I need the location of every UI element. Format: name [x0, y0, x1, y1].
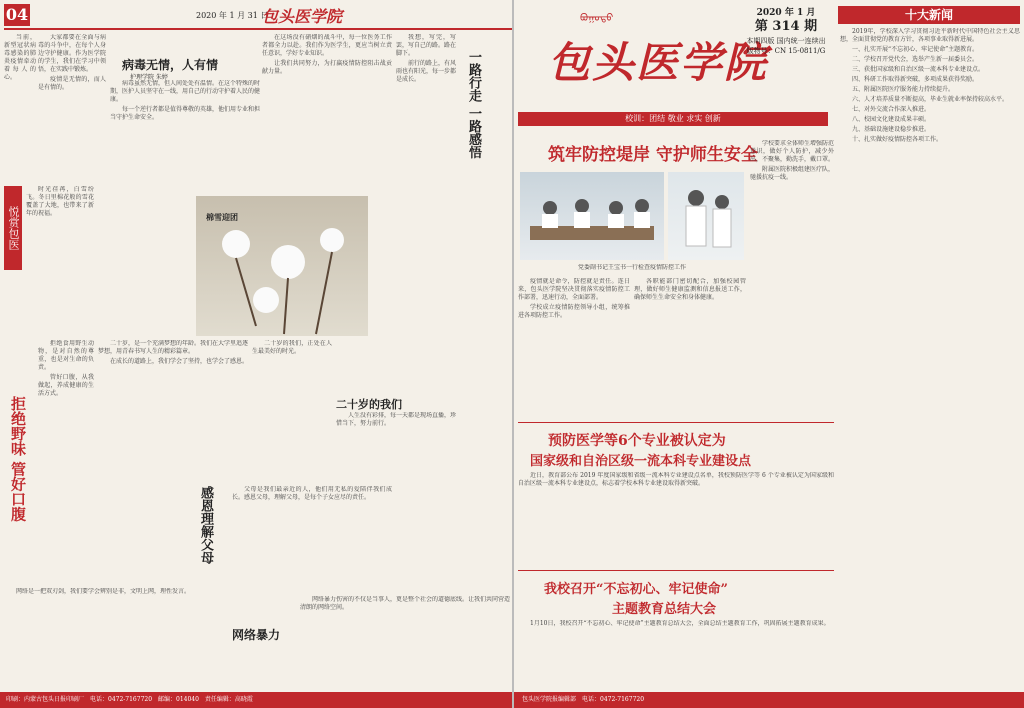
virus-article-body: 病毒虽然无情，但人间处处有温情。在这个特殊的时期，医护人员坚守在一线，用自己的行动守护着人民的健康。 每一个逆行者都是值得尊敬的英雄，他们用专业和担当守护生命安全。 [110, 80, 260, 121]
left-footer: 印刷：内蒙古包头日报印刷厂 电话：0472-7167720 邮编：014040 责任编辑：高晓霞 [0, 692, 512, 708]
meeting-photo-icon [520, 172, 664, 260]
headline-meeting-1: 我校召开“不忘初心、牢记使命” [544, 582, 728, 597]
publisher-note: 本期四版 国内统一连续出版物号：CN 15-0811/G [746, 37, 826, 55]
left-col-2: 大家都要在全面与病毒的斗争中，在每个人身边守护健康。作为医学院的学生，我们在学习中领悟，在实践中锻炼。 疫情是无情的，而人是有情的。 [38, 34, 106, 91]
left-date: 2020 年 1 月 31 日 [196, 11, 269, 20]
left-col-6: 人生没有彩排，每一天都是现场直播，珍惜当下，努力前行。 [336, 412, 456, 427]
wild-game-body: 拒绝食用野生动物，是对自然的尊重，也是对生命的负责。 管好口腹，从我做起，养成健康的生活方式。 [38, 340, 94, 397]
meeting-body: 1月10日，我校召开“不忘初心、牢记使命”主题教育总结大会，全面总结主题教育工作，巩固拓展主题教育成果。 [530, 620, 830, 627]
headline2-rule [518, 422, 834, 423]
majors-body: 近日，教育部公布 2019 年度国家级和省级一流本科专业建设点名单，我校预防医学等 6 个专业被认定为国家级和自治区级一流本科专业建设点，标志着学校本科专业建设取得新突破。 [518, 472, 834, 487]
news-photo-meeting [520, 172, 664, 260]
right-top-mongolian: ᠪᠤᠭᠤᠲᠤ [580, 13, 614, 24]
page-number-badge: 04 [5, 5, 29, 24]
left-col-mid: 我想，写完，写罢，写自己的路。路在脚下。 前行的路上，有风雨也有阳光，每一步都是成长。 [396, 34, 456, 83]
motto-bar: 校训：团结 敬业 求实 创新 [518, 112, 828, 126]
headline3-rule [518, 570, 834, 571]
headline-meeting-2: 主题教育总结大会 [612, 602, 717, 617]
virus-article-body-2: 在这场没有硝烟的战斗中，每一位医务工作者都全力以赴。我们作为医学生，更应当树立责任意识，学好专业知识。 让我们共同努力，为打赢疫情防控阻击战贡献力量。 [262, 34, 392, 75]
left-masthead: 包头医学院 [262, 7, 343, 26]
page-fold [512, 0, 514, 708]
issue-number: 第 314 期 [754, 19, 818, 34]
news-photo-hospital [668, 172, 744, 260]
left-col-1: 当前，新型冠状病毒感染的肺炎疫情牵动着每人的心。 [4, 34, 36, 81]
cotton-caption: 棉雪迎团 [206, 212, 238, 222]
issue-info-box [746, 8, 826, 100]
article-title-cyber: 网络暴力 [232, 628, 281, 642]
article-byline-virus: 护理学院 朱婷 [130, 74, 168, 81]
article-title-parents: 感恩理解父母 [198, 486, 213, 564]
issue-date: 2020 年 1 月 [756, 8, 816, 18]
left-header-rule [4, 28, 512, 30]
article-title-twenty: 二十岁的我们 [336, 398, 402, 411]
epidemic-body-2: 各职能部门密切配合，加强校园管理，做好师生健康监测和信息报送工作，确保师生生命安全和身体健康。 [634, 278, 746, 301]
headline-majors-1: 预防医学等6个专业被认定为 [548, 433, 726, 449]
article-title-virus: 病毒无情，人有情 [122, 58, 219, 72]
top-ten-news-body: 2019年，学校深入学习贯彻习近平新时代中国特色社会主义思想，全面贯彻党的教育方针，各项事业取得新进展。 一、扎实开展“不忘初心、牢记使命”主题教育。 二、学校召开党代会，选举产生新一届委员会。 三、获批国家级和自治区级一流本科专业建设点。 四、科研工作取得新突破，多项成果获得奖励。 五、附属医院医疗服务能力持续提升。 六、人才培养质量不断提高，毕业生就业率保持较高水平。 七、对外交流合作深入推进。 八、校园文化建设成果丰硕。 九、基础设施建设稳步推进。 十、扎实做好疫情防控各项工作。 [840, 28, 1020, 143]
right-footer: 包头医学院报编辑部 电话：0472-7167720 [514, 692, 1024, 708]
photo-caption: 党委副书记王宝书一行检查疫情防控工作 [577, 264, 686, 271]
left-col-5: 二十岁的我们，正处在人生最美好的时光。 [252, 340, 332, 355]
epidemic-body-3: 学校要求全体师生增强防范意识，做好个人防护，减少外出，不聚集，勤洗手，戴口罩。 附属医院积极组建医疗队，驰援抗疫一线。 [750, 140, 834, 181]
headline-epidemic: 筑牢防控堤岸 守护师生安全 [548, 145, 758, 165]
parents-body: 父母是我们最亲近的人，他们用无私的爱陪伴我们成长。感恩父母，理解父母，是每个子女应尽的责任。 [232, 486, 392, 501]
article-title-journey: 一路行走 一路感悟 [466, 50, 481, 159]
doctor-photo-icon [668, 172, 744, 260]
right-masthead: 包头医学院 [548, 38, 769, 87]
left-col-3: 时光荏苒，白雪纷飞。冬日里棉花般的雪花覆盖了大地，也带来了新年的祝福。 [26, 186, 94, 217]
article-title-wild-game: 拒绝野味 管好口腹 [9, 396, 27, 522]
epidemic-body-1: 疫情就是命令，防控就是责任。连日来，包头医学院坚决贯彻落实疫情防控工作部署，迅速行动，全面部署。 学校成立疫情防控领导小组，统筹推进各项防控工作。 [518, 278, 630, 319]
cyber-body: 网络暴力伤害的不仅是当事人，更是整个社会的道德底线。让我们共同营造清朗的网络空间。 [300, 596, 510, 611]
section-label-badge: 悦赏包医 [4, 186, 22, 270]
left-col-4: 二十岁，是一个充满梦想的年龄。我们在大学里追逐梦想，用青春书写人生的精彩篇章。 在成长的道路上，我们学会了坚持，也学会了感恩。 [98, 340, 248, 365]
headline-majors-2: 国家级和自治区级一流本科专业建设点 [530, 454, 752, 469]
left-col-bottom: 网络是一把双刃剑，我们要学会辨别是非，文明上网，理性发言。 [16, 588, 191, 595]
top-ten-news-header: 十大新闻 [838, 6, 1020, 24]
